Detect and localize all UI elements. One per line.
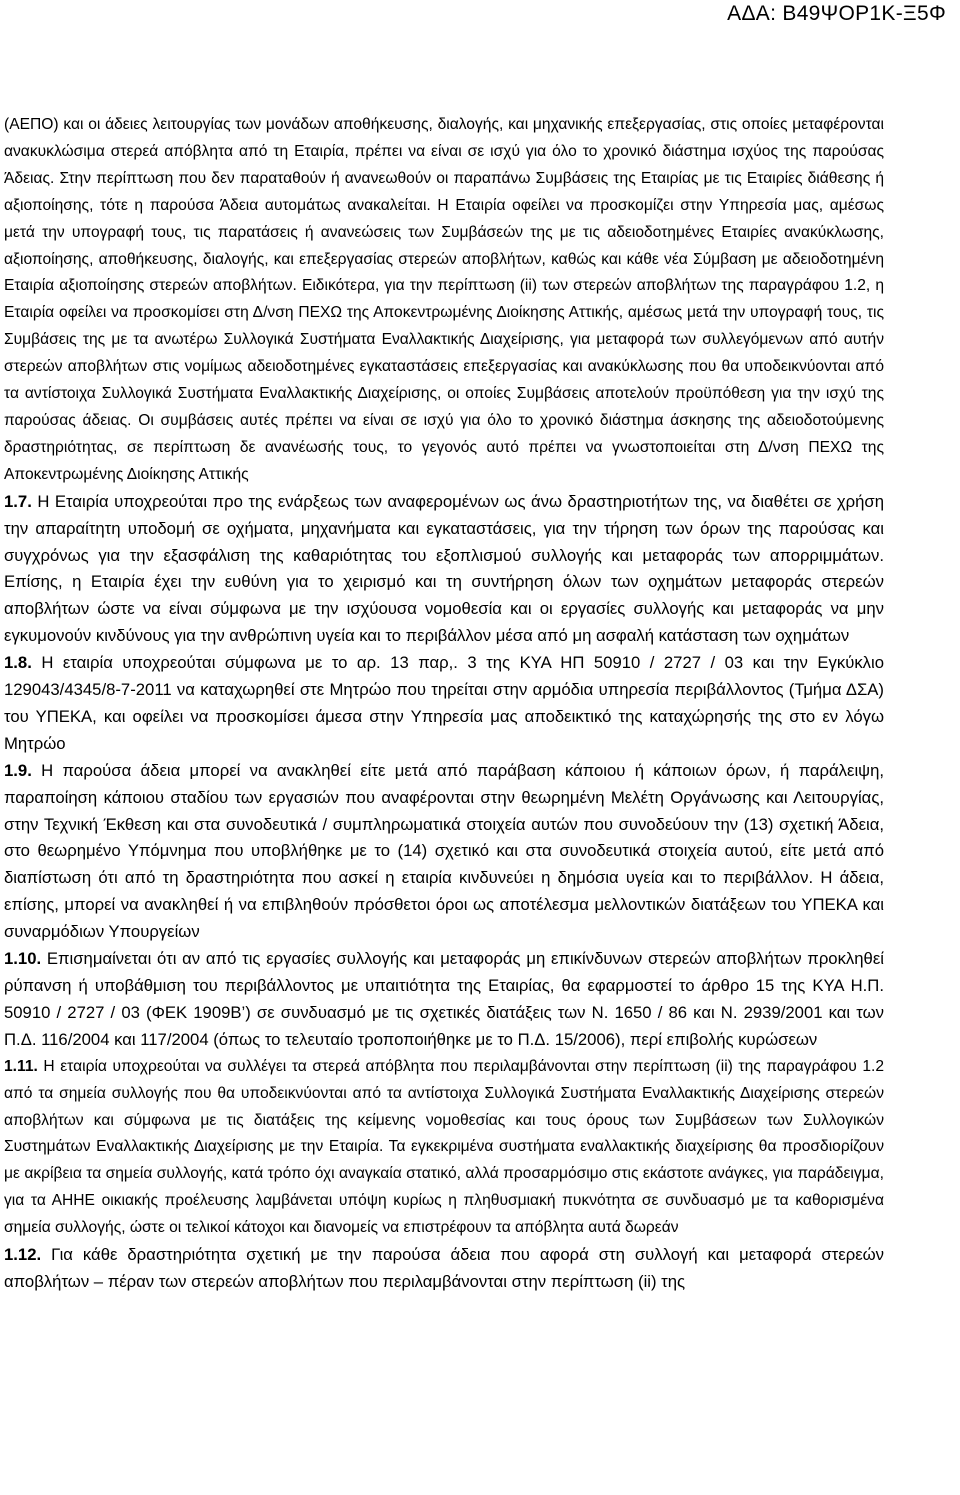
paragraph-number: 1.12. — [4, 1245, 42, 1265]
paragraph-text: Η εταιρία υποχρεούται να συλλέγει τα στερεά απόβλητα που περιλαμβάνονται στην περίπτωση (ii) της παραγράφου 1.2 από τα σημεία συλλογής που θα υποδεικνύονται από τα αντίστοιχα Συλλογικά Συστήματα Εναλλακτικής Διαχείρισης στερεών αποβλήτων και σύμφωνα με τις διατάξεις της κείμενης νομοθεσίας και τους όρους των Συμβάσεων των Συλλογικών Συστημάτων Εναλλακτικής Διαχείρισης με την Εταιρία. Τα εγκεκριμένα συστήματα εναλλακτικής διαχείρισης θα προσδιορίζουν με ακρίβεια τα σημεία συλλογής, κατά τρόπο όχι αναγκαία στατικό, αλλά προσαρμόσιμο στις εκάστοτε ανάγκες, για παράδειγμα, για τα ΑΗΗΕ οικιακής προέλευσης λαμβάνεται υπόψη κυρίως η πληθυσμιακή πυκνότητα σε συνδυασμό με τα καθορισμένα σημεία συλλογής, ώστε οι τελικοί κάτοχοι και διανομείς να επιστρέφουν τα απόβλητα αυτά δωρεάν — [4, 1057, 884, 1237]
paragraph-number: 1.11. — [4, 1057, 38, 1075]
paragraph-1-12 — [4, 1242, 884, 1296]
paragraph-text: Επισημαίνεται ότι αν από τις εργασίες συλλογής και μεταφοράς μη επικίνδυνων στερεών αποβλήτων προκληθεί ρύπανση ή υποβάθμιση του περιβάλλοντος με υπαιτιότητα της Εταιρίας, θα εφαρμοστεί το άρθρο 15 της ΚΥΑ Η.Π. 50910 / 2727 / 03 (ΦΕΚ 1909Β’) σε συνδυασμό με τις σχετικές διατάξεις των Ν. 1650 / 86 και Ν. 2939/2001 και των Π.Δ. 116/2004 και 117/2004 (όπως το τελευταίο τροποποιήθηκε με το Π.Δ. 15/2006), περί επιβολής κυρώσεων — [4, 949, 884, 1049]
paragraph-1-7 — [4, 489, 884, 650]
paragraph-text: Η Εταιρία υποχρεούται προ της ενάρξεως των αναφερομένων ως άνω δραστηριοτήτων της, να διαθέτει σε χρήση την απαραίτητη υποδομή σε οχήματα, μηχανήματα και εγκαταστάσεις, για την τήρηση των όρων της παρούσας και συγχρόνως για την εξασφάλιση της καθαριότητας του εξοπλισμού συλλογής και μεταφοράς των απορριμμάτων. Επίσης, η Εταιρία έχει την ευθύνη για το χειρισμό και τη συντήρηση όλων των οχημάτων μεταφοράς στερεών αποβλήτων ώστε να είναι σύμφωνα με την ισχύουσα νομοθεσία και οι εργασίες συλλογής και μεταφοράς να μην εγκυμονούν κινδύνους για την ανθρώπινη υγεία και το περιβάλλον μέσα από μη ασφαλή κατάσταση των οχημάτων — [4, 491, 884, 646]
paragraph-number: 1.8. — [4, 653, 32, 673]
paragraph-1-11 — [4, 1054, 884, 1242]
paragraph-1-9 — [4, 758, 884, 946]
paragraph-text: Η εταιρία υποχρεούται σύμφωνα με το αρ. 13 παρ,. 3 της ΚΥΑ ΗΠ 50910 / 2727 / 03 και την Εγκύκλιο 129043/4345/8-7-2011 να καταχωρηθεί στε Μητρώο που τηρείται στην αρμόδια υπηρεσία περιβάλλοντος (Τμήμα ΔΣΑ) του ΥΠΕΚΑ, και οφείλει να προσκομίσει άμεσα στην Υπηρεσία μας αποδεικτικό της καταχώρησής της στο εν λόγω Μητρώο — [4, 653, 884, 753]
paragraph-number: 1.10. — [4, 949, 42, 969]
paragraph-number: 1.9. — [4, 760, 32, 780]
paragraph-text: Η παρούσα άδεια μπορεί να ανακληθεί είτε μετά από παράβαση κάποιου ή κάποιων όρων, ή παράλειψη, παραποίηση κάποιου σταδίου των εργασιών που αναφέρονται στην θεωρημένη Μελέτη Οργάνωσης και Λειτουργίας, στην Τεχνική Έκθεση και στα συνοδευτικά / συμπληρωματικά στοιχεία αυτών που συνοδεύουν την (13) σχετική Άδεια, στο θεωρημένο Υπόμνημα που υποβλήθηκε με το (14) σχετικό και στα συνοδευτικά στοιχεία αυτού, είτε μετά από διαπίστωση ότι από τη δραστηριότητα που ασκεί η εταιρία κινδυνεύει η δημόσια υγεία και το περιβάλλον. Η άδεια, επίσης, μπορεί να ανακληθεί ή να επιβληθούν πρόσθετοι όροι ως αποτέλεσμα μελλοντικών διατάξεων του ΥΠΕΚΑ και συναρμόδιων Υπουργείων — [4, 760, 884, 942]
paragraph-intro — [4, 112, 884, 489]
paragraph-text: (ΑΕΠΟ) και οι άδειες λειτουργίας των μονάδων αποθήκευσης, διαλογής, και μηχανικής επεξεργασίας, στις οποίες μεταφέρονται ανακυκλώσιμα στερεά απόβλητα από τη Εταιρία, πρέπει να είναι σε ισχύ για όλο το χρονικό διάστημα ισχύος της παρούσας Άδειας. Στην περίπτωση που δεν παραταθούν ή ανανεωθούν οι παραπάνω Συμβάσεις της Εταιρίας με τις Εταιρίες διάθεσης ή αξιοποίησης, τότε η παρούσα Άδεια αυτομάτως ανακαλείται. Η Εταιρία οφείλει να προσκομίζει στην Υπηρεσία μας, αμέσως μετά την υπογραφή τους, τις παρατάσεις ή ανανεώσεις των Συμβάσεών της με τις αδειοδοτημένες Εταιρίες ανακύκλωσης, αξιοποίησης, αποθήκευσης, διαλογής, και επεξεργασίας στερεών αποβλήτων, καθώς και κάθε νέα Σύμβαση με αδειοδοτημένη Εταιρία αξιοποίησης στερεών αποβλήτων. Ειδικότερα, για την περίπτωση (ii) των στερεών αποβλήτων της παραγράφου 1.2, η Εταιρία οφείλει να προσκομίσει στη Δ/νση ΠΕΧΩ της Αποκεντρωμένης Διοίκησης Αττικής, αμέσως μετά την υπογραφή τους, τις Συμβάσεις της με τα ανωτέρω Συλλογικά Συστήματα Εναλλακτικής Διαχείρισης, για μεταφορά των συλλεγόμενων από αυτήν στερεών αποβλήτων στις νομίμως αδειοδοτημένες εγκαταστάσεις επεξεργασίας και ανακύκλωσης που θα υποδεικνύονται από τα αντίστοιχα Συλλογικά Συστήματα Εναλλακτικής Διαχείρισης, οι οποίες Συμβάσεις αποτελούν προϋπόθεση για την ισχύ της παρούσας άδειας. Οι συμβάσεις αυτές πρέπει να είναι σε ισχύ για όλο το χρονικό διάστημα άσκησης της αδειοδοτούμενης δραστηριότητας, σε περίπτωση δε ανανέωσής τους, το γεγονός αυτό πρέπει να γνωστοποιείται στη Δ/νση ΠΕΧΩ της Αποκεντρωμένης Διοίκησης Αττικής — [4, 116, 884, 483]
paragraph-number: 1.7. — [4, 491, 32, 511]
paragraph-text: Για κάθε δραστηριότητα σχετική με την παρούσα άδεια που αφορά στη συλλογή και μεταφορά στερεών αποβλήτων – πέραν των στερεών αποβλήτων που περιλαμβάνονται στην περίπτωση (ii) της — [4, 1245, 884, 1291]
paragraph-1-10 — [4, 946, 884, 1054]
document-body — [4, 112, 884, 1296]
ada-code: ΑΔΑ: Β49ΨΟΡ1Κ-Ξ5Φ — [727, 2, 946, 25]
paragraph-1-8 — [4, 650, 884, 758]
